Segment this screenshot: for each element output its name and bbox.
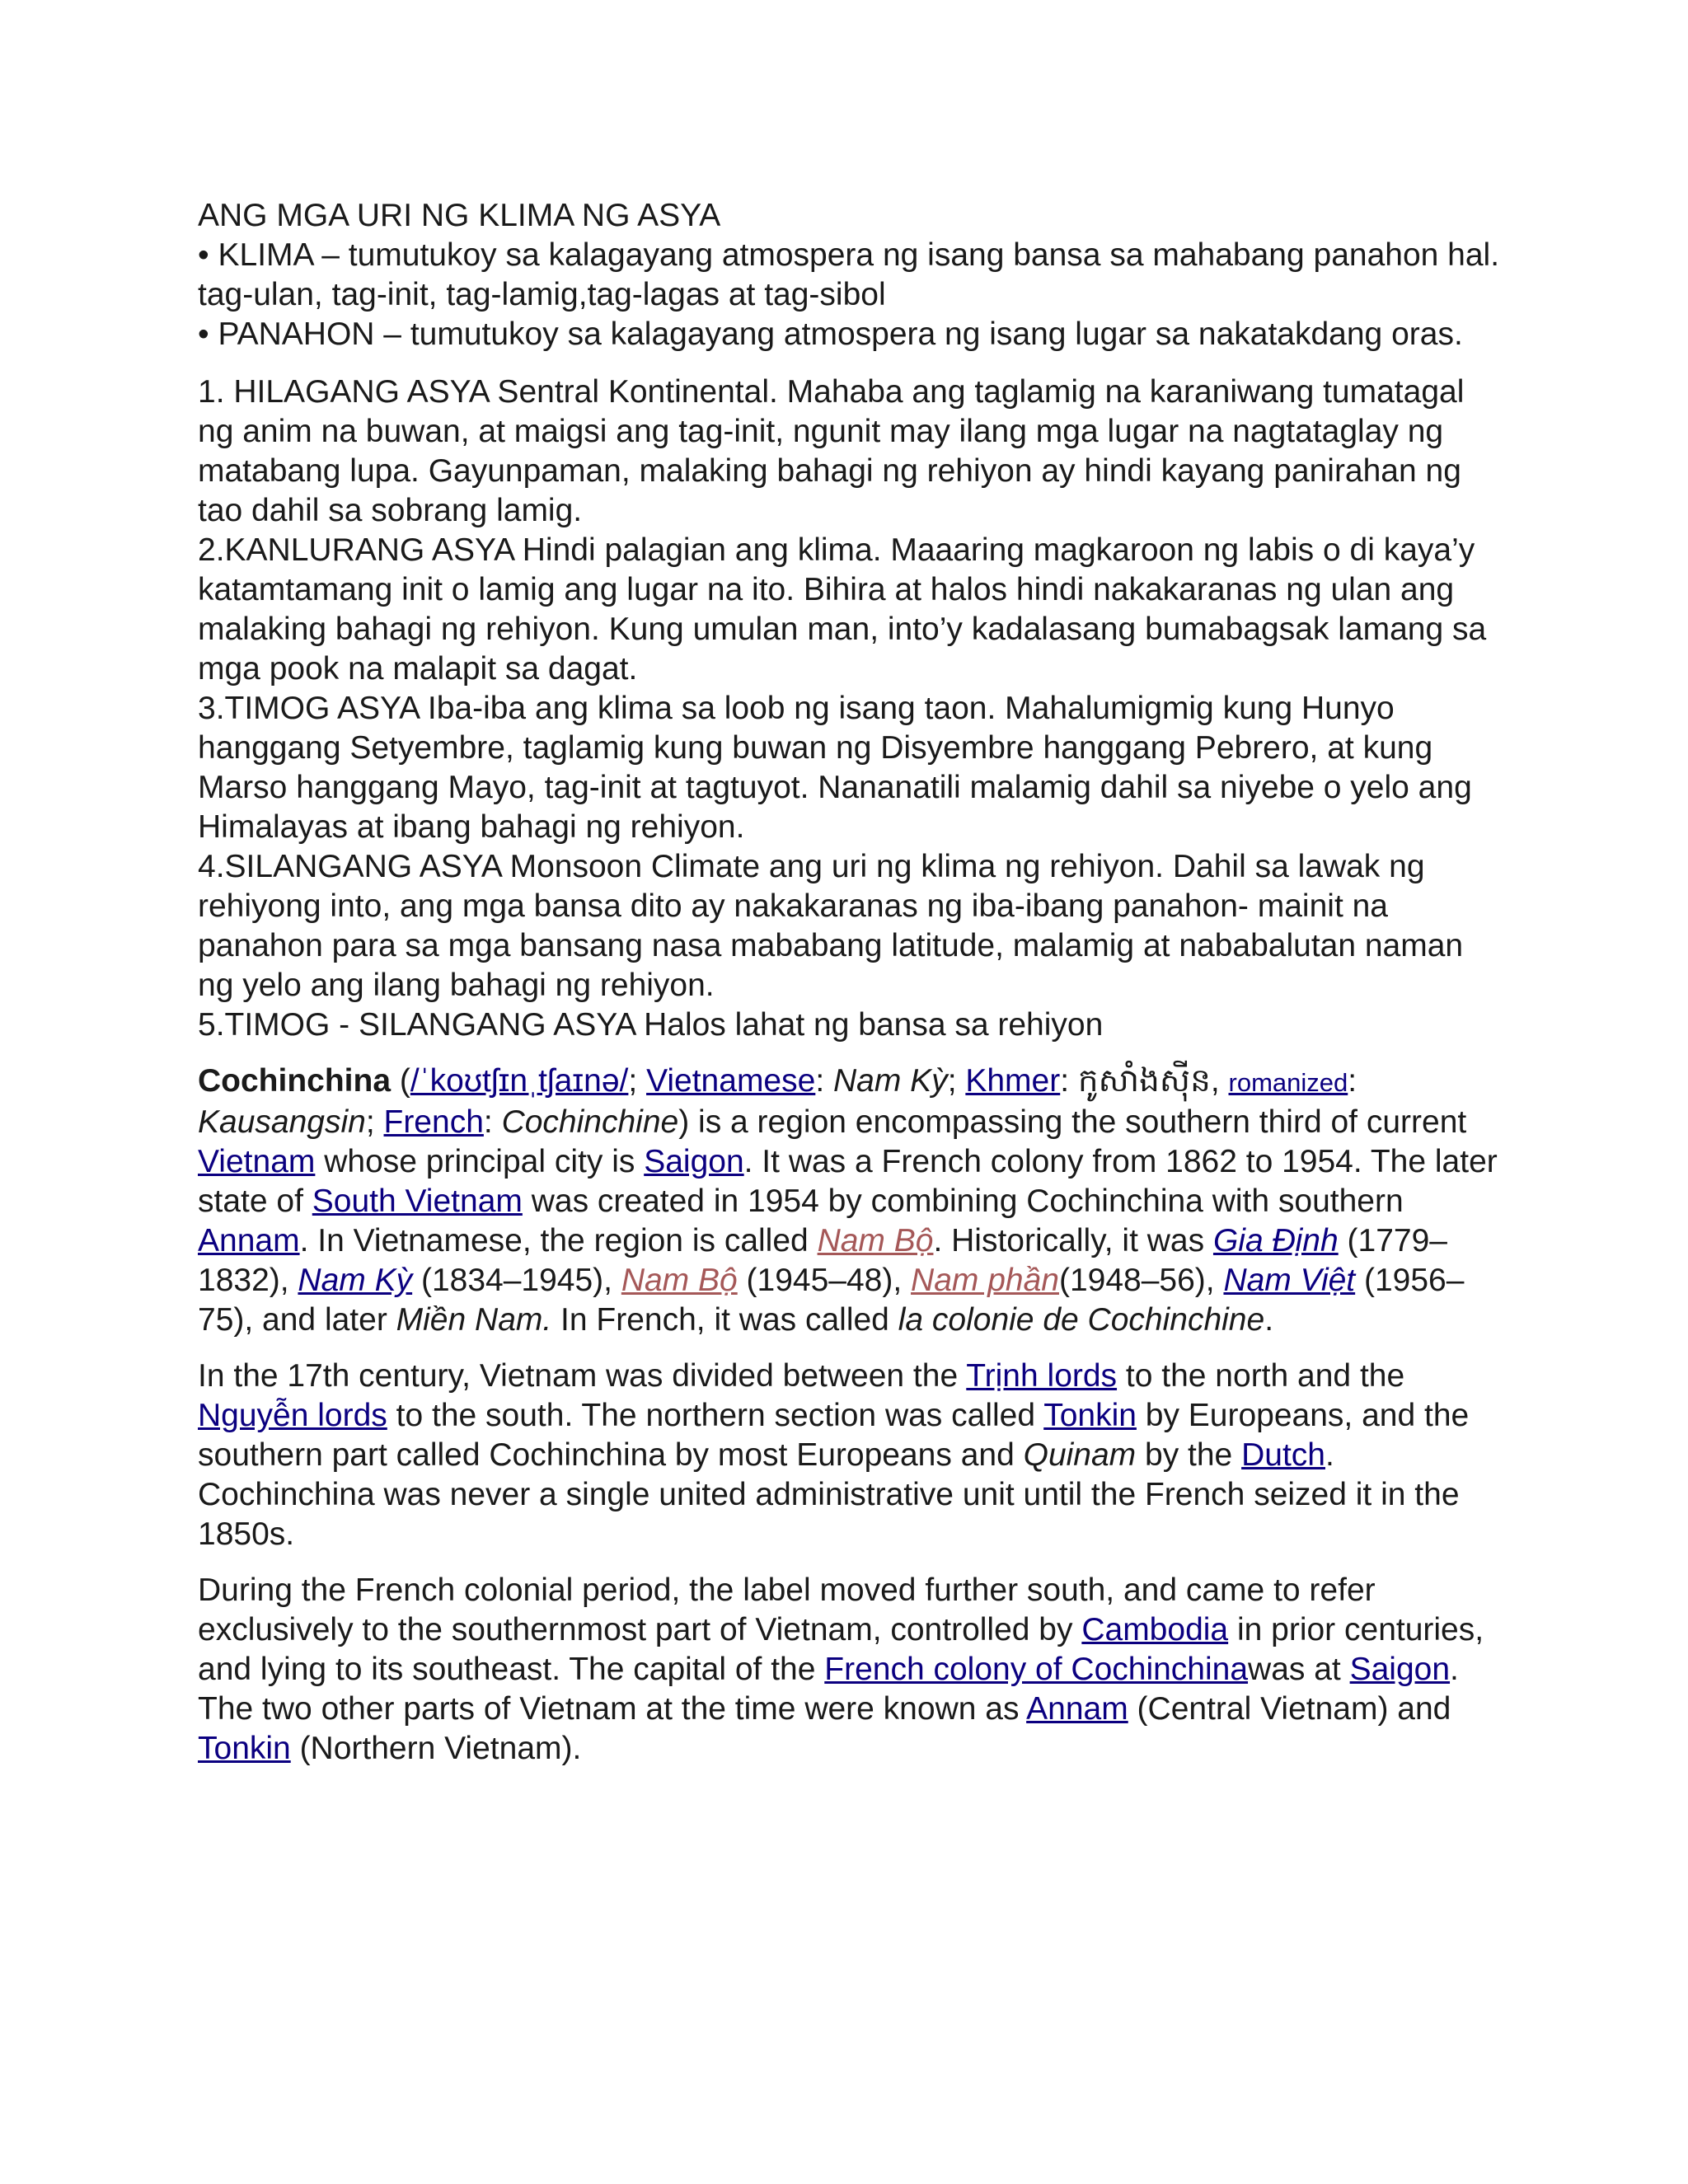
nam-ky-link[interactable]: Nam Kỳ [298,1263,413,1298]
french-link[interactable]: French [383,1104,484,1140]
text-run: . Cochinchina was never a single united administrative unit until the French seized it in the 1850s. [198,1437,1460,1552]
khmer-script: កូសាំងស៊ីន [1077,1062,1211,1099]
quinam-italic: Quinam [1023,1437,1137,1473]
text-run: , [1210,1063,1229,1099]
french-colony-link[interactable]: French colony of Cochinchina [824,1652,1249,1687]
text-run: (1948–56), [1058,1263,1224,1298]
text-run: . It was a French colony from 1862 to 1954. The later state of [198,1144,1498,1219]
tonkin-link-2[interactable]: Tonkin [198,1731,291,1766]
text-run: In French, it was called [551,1302,898,1338]
cochinchina-paragraph-3 [198,1571,1500,1769]
text-run: . In Vietnamese, the region is called [299,1223,818,1258]
nam-phan-link[interactable]: Nam phần [911,1263,1059,1298]
klima-definition: • KLIMA – tumutukoy sa kalagayang atmospera ng isang bansa sa mahabang panahon hal. tag-ulan, tag-init, tag-lamig,tag-lagas at tag-sibol [198,237,1500,312]
text-run: by the [1136,1437,1242,1473]
text-run: ; [947,1063,966,1099]
region-timog-asya: 3.TIMOG ASYA Iba-iba ang klima sa loob ng isang taon. Mahalumigmig kung Hunyo hanggang Setyembre, taglamig kung buwan ng Disyembre hanggang Pebrero, at kung Marso hanggang Mayo, tag-init at tagtuyot. Nananatili malamig dahil sa niyebe o yelo ang Himalayas at ibang bahagi ng rehiyon. [198,691,1472,845]
text-run: : [483,1104,502,1140]
cochinchina-term: Cochinchina [198,1063,392,1099]
annam-link[interactable]: Annam [198,1223,300,1258]
nam-bo-link[interactable]: Nam Bộ [817,1223,934,1258]
text-run: was at [1248,1652,1350,1687]
text-run: (1945–48), [737,1263,912,1298]
text-run: (Northern Vietnam). [290,1731,582,1766]
mien-nam-italic: Miền Nam. [396,1302,552,1338]
kausangsin-italic: Kausangsin [198,1104,366,1140]
text-run: in prior centuries, and lying to its southeast. The capital of the [198,1612,1484,1687]
text-run: (Central Vietnam) and [1128,1691,1451,1727]
nam-ky-italic: Nam Kỳ [832,1063,948,1099]
text-run: (1834–1945), [412,1263,621,1298]
text-run: : [815,1063,833,1099]
text-run: ) is a region encompassing the southern third of current [678,1104,1467,1140]
text-run: . [1264,1302,1274,1338]
region-hilagang-asya: 1. HILAGANG ASYA Sentral Kontinental. Mahaba ang taglamig na karaniwang tumatagal ng anim na buwan, at maigsi ang tag-init, ngunit may ilang mga lugar na nagtataglay ng matabang lupa. Gayunpaman, malaking bahagi ng rehiyon ay hindi kayang panirahan ng tao dahil sa sobrang lamig. [198,374,1465,528]
text-run: : [1348,1063,1357,1099]
text-run: ; [365,1104,384,1140]
text-run: to the south. The northern section was called [387,1398,1044,1433]
trinh-lords-link[interactable]: Trịnh lords [966,1358,1118,1394]
panahon-definition: • PANAHON – tumutukoy sa kalagayang atmospera ng isang lugar sa nakatakdang oras. [198,316,1463,352]
nam-viet-link[interactable]: Nam Việt [1223,1263,1356,1298]
text-run: (1779–1832), [198,1223,1447,1298]
romanized-link[interactable]: romanized [1228,1068,1348,1097]
text-run: ( [391,1063,410,1099]
dutch-link[interactable]: Dutch [1241,1437,1325,1473]
region-kanlurang-asya: 2.KANLURANG ASYA Hindi palagian ang klima. Maaaring magkaroon ng labis o di kaya’y katamtamang init o lamig ang lugar na ito. Bihira at halos hindi nakakaranas ng ulan ang malaking bahagi ng rehiyon. Kung umulan man, into’y kadalasang bumabagsak lamang sa mga pook na malapit sa dagat. [198,532,1487,687]
ipa-link[interactable]: /ˈkoʊtʃɪnˌtʃaɪnə/ [410,1063,629,1099]
cochinchina-paragraph-1 [198,1062,1500,1340]
saigon-link[interactable]: Saigon [644,1144,744,1179]
text-run: During the French colonial period, the label moved further south, and came to refer exclusively to the southernmost part of Vietnam, controlled by [198,1572,1376,1647]
cochinchina-paragraph-2 [198,1357,1500,1554]
south-vietnam-link[interactable]: South Vietnam [312,1183,523,1219]
text-run: . The two other parts of Vietnam at the time were known as [198,1652,1459,1727]
colonie-italic: la colonie de Cochinchine [898,1302,1265,1338]
cambodia-link[interactable]: Cambodia [1081,1612,1229,1647]
vietnam-link[interactable]: Vietnam [198,1144,316,1179]
section1-title: ANG MGA URI NG KLIMA NG ASYA [198,198,721,233]
text-run: was created in 1954 by combining Cochinchina with southern [522,1183,1404,1219]
saigon-link-2[interactable]: Saigon [1349,1652,1451,1687]
text-run: by Europeans, and the southern part called Cochinchina by most Europeans and [198,1398,1470,1473]
annam-link-2[interactable]: Annam [1026,1691,1128,1727]
text-run: In the 17th century, Vietnam was divided between the [198,1358,967,1394]
gia-dinh-link[interactable]: Gia Định [1212,1223,1339,1258]
text-run: . Historically, it was [933,1223,1213,1258]
text-run: to the north and the [1117,1358,1405,1394]
cochinchine-italic: Cochinchine [501,1104,679,1140]
nguyen-lords-link[interactable]: Nguyễn lords [198,1398,387,1433]
text-run: (1956–75), and later [198,1263,1465,1338]
text-run: : [1060,1063,1078,1099]
text-run: whose principal city is [315,1144,645,1179]
region-silangang-asya: 4.SILANGANG ASYA Monsoon Climate ang uri ng klima ng rehiyon. Dahil sa lawak ng rehiyong into, ang mga bansa dito ay nakakaranas ng iba-ibang panahon- mainit na panahon para sa mga bansang nasa mababang latitude, malamig at nababalutan naman ng yelo ang ilang bahagi ng rehiyon. [198,849,1464,1003]
text-run: ; [628,1063,647,1099]
vietnamese-link[interactable]: Vietnamese [646,1063,816,1099]
document-page [198,196,1500,1769]
tonkin-link[interactable]: Tonkin [1043,1398,1137,1433]
region-timog-silangang-asya: 5.TIMOG - SILANGANG ASYA Halos lahat ng bansa sa rehiyon [198,1007,1104,1043]
khmer-link[interactable]: Khmer [965,1063,1061,1099]
nam-bo-link-2[interactable]: Nam Bộ [621,1263,738,1298]
